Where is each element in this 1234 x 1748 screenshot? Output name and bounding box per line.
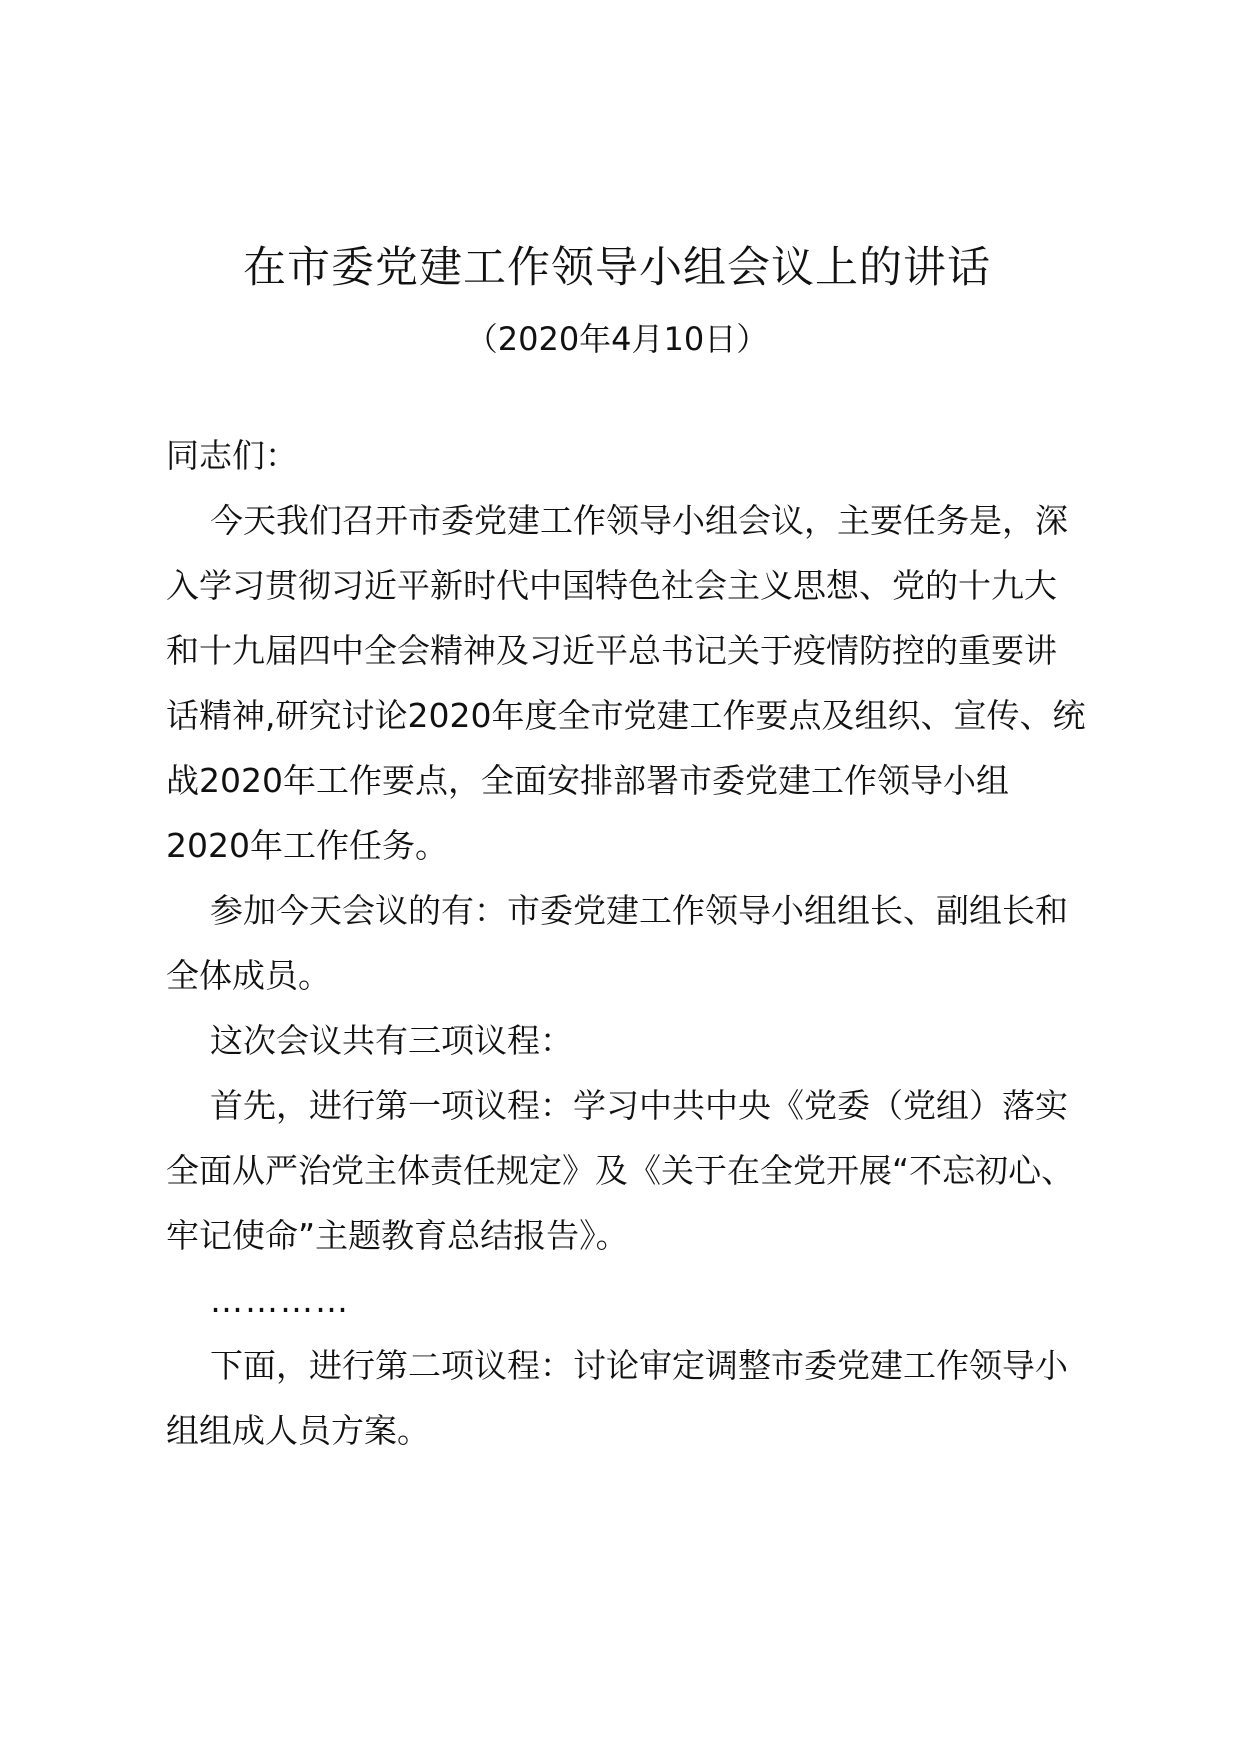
paragraph-attendees: 参加今天会议的有：市委党建工作领导小组组长、副组长和全体成员。 (166, 891, 1068, 995)
document-date: （2020年4月10日） (465, 320, 769, 358)
paragraph-agenda-item-one: 首先，进行第一项议程：学习中共中央《党委（党组）落实全面从严治党主体责任规定》及《关于在全党开展“不忘初心、牢记使命”主题教育总结报告》。 (166, 1086, 1075, 1255)
salutation: 同志们： (166, 436, 298, 475)
document-title: 在市委党建工作领导小组会议上的讲话 (243, 243, 991, 293)
paragraph-ellipsis: ………… (210, 1281, 350, 1320)
paragraph-agenda-item-two: 下面，进行第二项议程：讨论审定调整市委党建工作领导小组组成人员方案。 (166, 1346, 1068, 1450)
paragraph-agenda-intro: 这次会议共有三项议程： (210, 1021, 573, 1060)
document-body (166, 423, 1086, 1463)
paragraph-meeting-purpose: 今天我们召开市委党建工作领导小组会议，主要任务是，深入学习贯彻习近平新时代中国特色社会主义思想、党的十九大和十九届四中全会精神及习近平总书记关于疫情防控的重要讲话精神,研究讨论2020年度全市党建工作要点及组织、宣传、统战2020年工作要点，全面安排部署市委党建工作领导小组2020年工作任务。 (166, 501, 1086, 865)
